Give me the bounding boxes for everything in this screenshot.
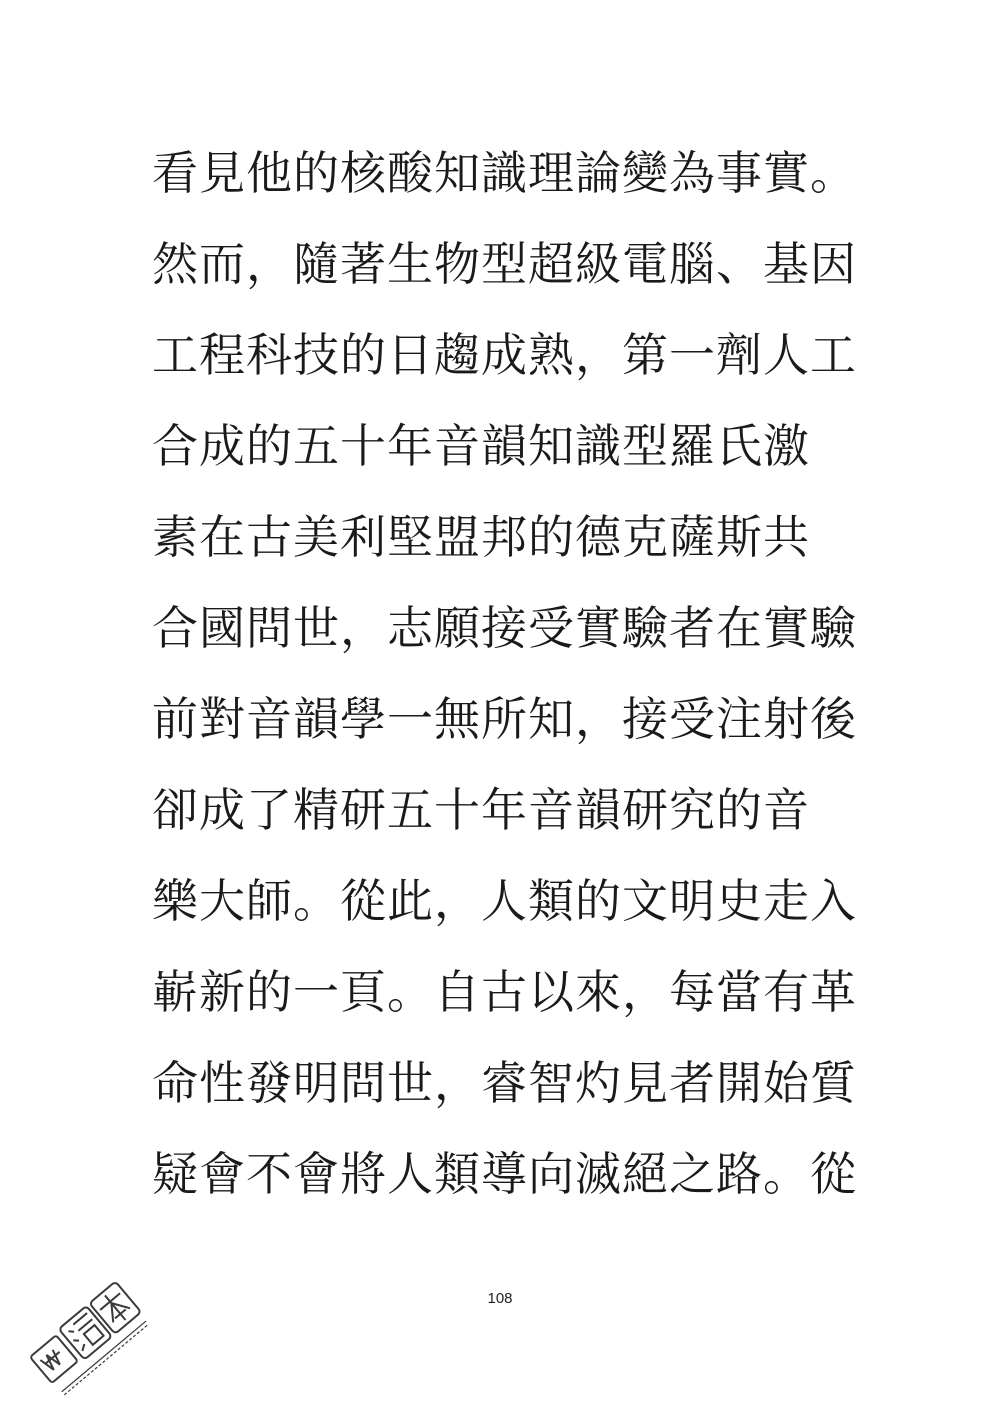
manben-watermark-icon [10,1262,160,1412]
page-number: 108 [487,1290,513,1307]
text-line: 合國問世，志願接受實驗者在實驗 [152,601,857,655]
text-line: 看見他的核酸知識理論變為事實。 [152,146,857,200]
text-line: 命性發明問世，睿智灼見者開始質 [152,1056,857,1110]
text-line: 素在古美利堅盟邦的德克薩斯共 [152,510,810,564]
text-line: 前對音韻學一無所知，接受注射後 [152,692,857,746]
text-line: 樂大師。從此，人類的文明史走入 [152,874,857,928]
text-line: 合成的五十年音韻知識型羅氏激 [152,419,810,473]
text-line: 卻成了精研五十年音韻研究的音 [152,783,810,837]
body-text [152,138,872,1230]
text-line: 嶄新的一頁。自古以來，每當有革 [152,965,857,1019]
text-line: 疑會不會將人類導向滅絕之路。從 [152,1147,857,1201]
text-line: 工程科技的日趨成熟，第一劑人工 [152,328,857,382]
text-line: 然而，隨著生物型超級電腦、基因 [152,237,857,291]
